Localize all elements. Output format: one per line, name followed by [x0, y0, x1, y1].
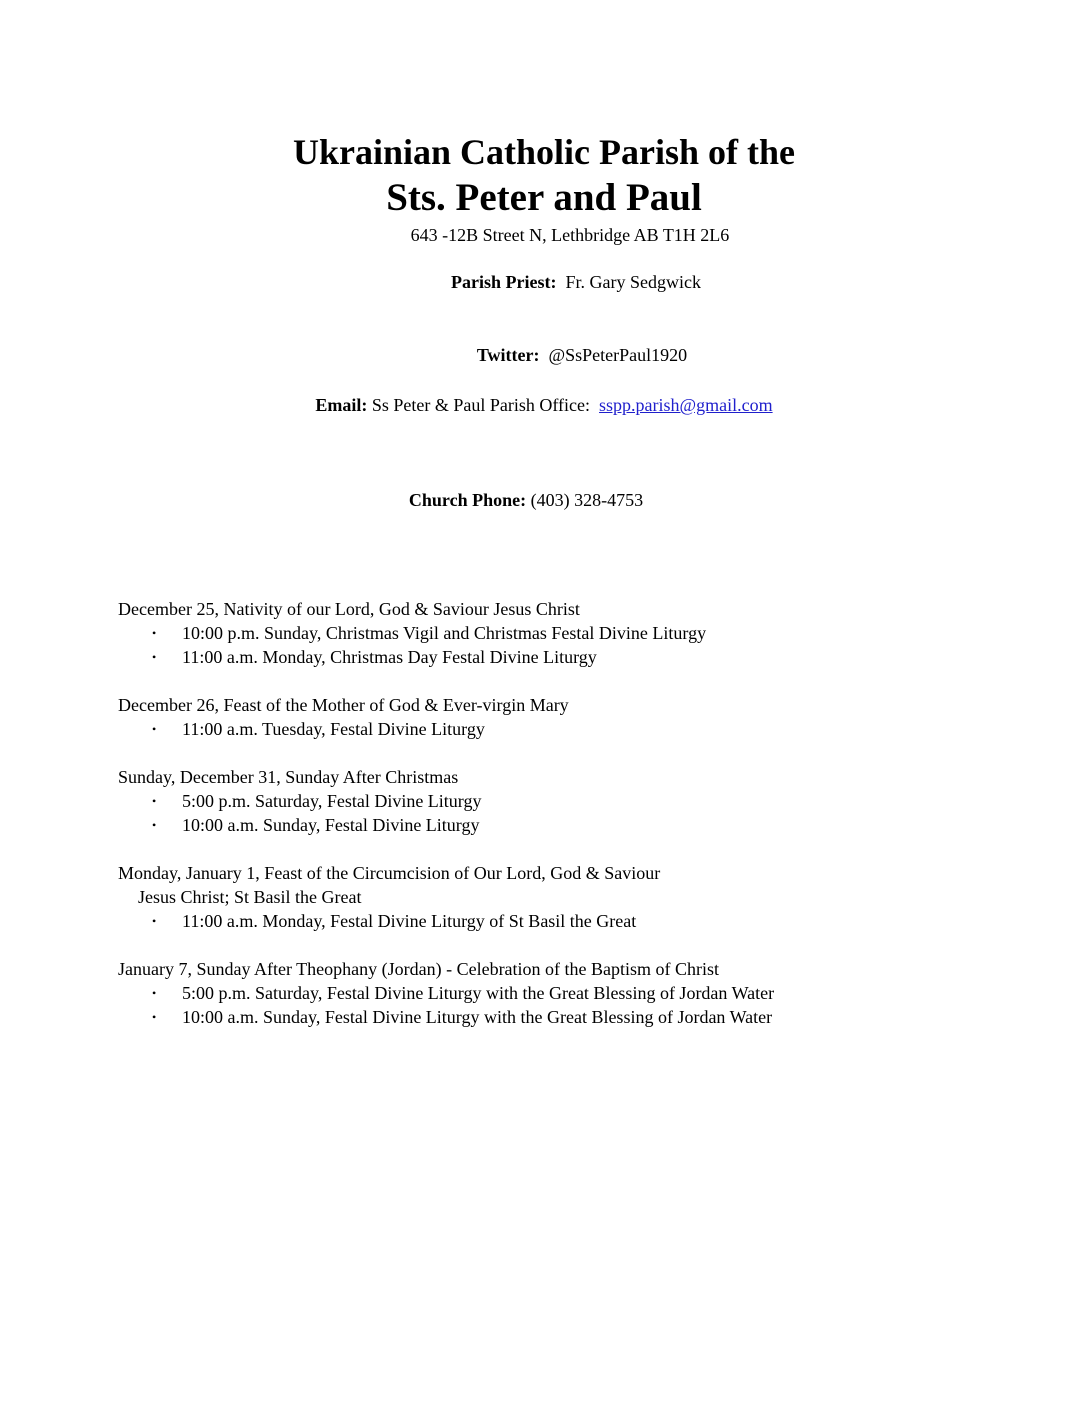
service-text: 11:00 a.m. Monday, Christmas Day Festal Divine Liturgy: [182, 647, 597, 667]
schedule-event: [118, 693, 998, 741]
service-item: [118, 813, 998, 837]
service-list: [118, 981, 998, 1029]
phone-line: [0, 489, 1070, 511]
priest-name: Fr. Gary Sedgwick: [565, 272, 701, 292]
event-title: January 7, Sunday After Theophany (Jordan) - Celebration of the Baptism of Christ: [118, 959, 720, 979]
service-list: [118, 909, 998, 933]
parish-title-line-2: Sts. Peter and Paul: [386, 176, 702, 219]
priest-label: Parish Priest:: [451, 272, 557, 292]
bullet-icon: •: [152, 1010, 157, 1024]
service-item: [118, 789, 998, 813]
service-text: 5:00 p.m. Saturday, Festal Divine Liturgy: [182, 791, 482, 811]
parish-address: 643 -12B Street N, Lethbridge AB T1H 2L6: [410, 225, 730, 245]
twitter-handle: @SsPeterPaul1920: [548, 345, 688, 365]
bullet-icon: •: [152, 626, 157, 640]
parish-title-line-1: Ukrainian Catholic Parish of the: [292, 132, 795, 172]
parish-priest-line: [32, 271, 1088, 293]
service-list: [118, 789, 998, 837]
email-label: Email:: [315, 395, 368, 415]
bullet-icon: •: [152, 986, 157, 1000]
email-description: Ss Peter & Paul Parish Office:: [371, 395, 591, 415]
service-item: [118, 645, 998, 669]
phone-label: Church Phone:: [408, 490, 527, 510]
service-text: 10:00 p.m. Sunday, Christmas Vigil and Christmas Festal Divine Liturgy: [182, 623, 707, 643]
service-schedule: [118, 597, 998, 1053]
service-item: [118, 909, 998, 933]
schedule-event: [118, 957, 998, 1029]
service-list: [118, 717, 998, 741]
bullet-icon: •: [152, 650, 157, 664]
service-item: [118, 717, 998, 741]
twitter-line: [38, 344, 1088, 366]
email-line: [0, 394, 1088, 416]
service-list: [118, 621, 998, 669]
event-title-continuation: Jesus Christ; St Basil the Great: [138, 887, 362, 907]
bullet-icon: •: [152, 914, 157, 928]
schedule-event: [118, 861, 998, 933]
bullet-icon: •: [152, 818, 157, 832]
twitter-label: Twitter:: [476, 345, 540, 365]
service-text: 11:00 a.m. Monday, Festal Divine Liturgy of St Basil the Great: [182, 911, 637, 931]
service-text: 10:00 a.m. Sunday, Festal Divine Liturgy with the Great Blessing of Jordan Water: [182, 1007, 773, 1027]
bullet-icon: •: [152, 722, 157, 736]
event-title: Sunday, December 31, Sunday After Christmas: [118, 767, 459, 787]
bullet-icon: •: [152, 794, 157, 808]
service-text: 5:00 p.m. Saturday, Festal Divine Liturgy with the Great Blessing of Jordan Water: [182, 983, 775, 1003]
schedule-event: [118, 597, 998, 669]
schedule-event: [118, 765, 998, 837]
phone-number: (403) 328-4753: [530, 490, 644, 510]
service-item: [118, 981, 998, 1005]
service-item: [118, 1005, 998, 1029]
email-link[interactable]: sspp.parish@gmail.com: [599, 395, 773, 415]
service-text: 11:00 a.m. Tuesday, Festal Divine Liturgy: [182, 719, 485, 739]
event-title: Monday, January 1, Feast of the Circumcision of Our Lord, God & Saviour: [118, 863, 661, 883]
service-item: [118, 621, 998, 645]
event-title: December 26, Feast of the Mother of God & Ever-virgin Mary: [118, 695, 569, 715]
service-text: 10:00 a.m. Sunday, Festal Divine Liturgy: [182, 815, 480, 835]
event-title: December 25, Nativity of our Lord, God & Saviour Jesus Christ: [118, 599, 580, 619]
